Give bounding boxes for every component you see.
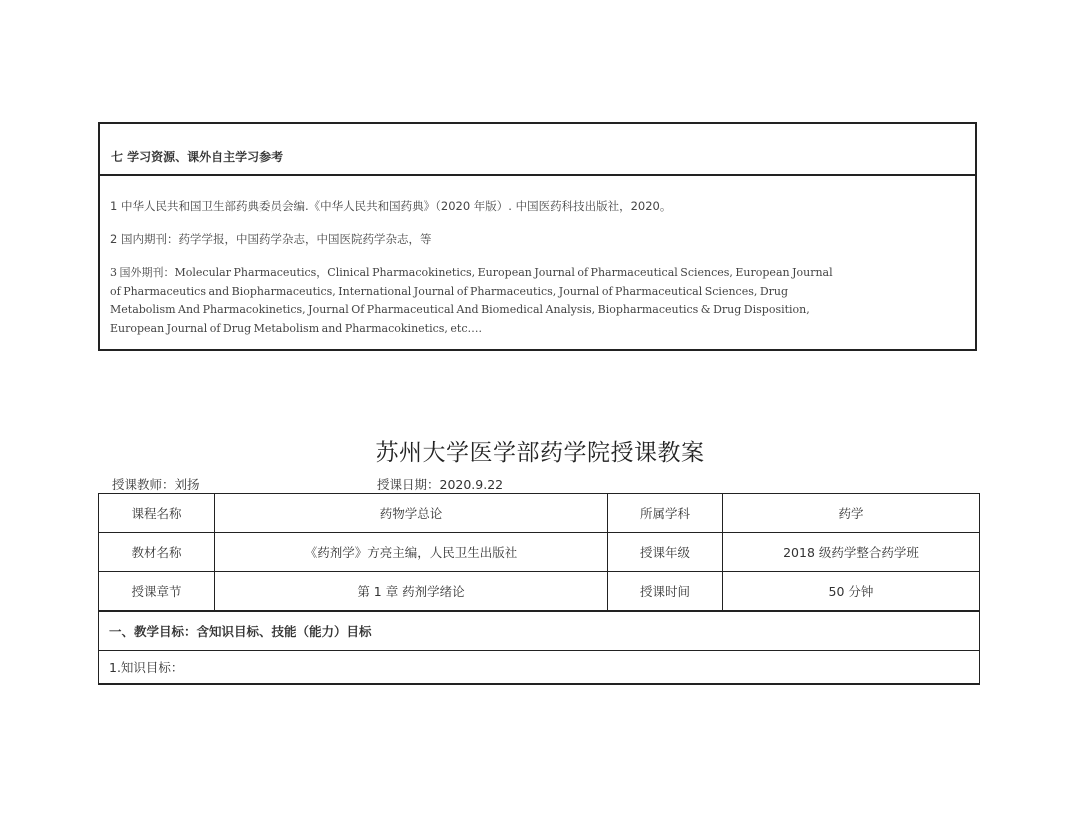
teacher-label: 授课教师：刘扬 xyxy=(112,477,200,492)
table-row xyxy=(99,651,980,685)
resource-item-3-line: 3 国外期刊：Molecular Pharmaceutics，Clinical Pharmacokinetics, European Journal of Pharmaceutical Sciences, European Journal xyxy=(110,266,833,279)
knowledge-goal-label: 1.知识目标： xyxy=(99,651,980,685)
table-row xyxy=(99,533,980,572)
cell-label: 授课章节 xyxy=(99,572,215,612)
resource-item-3-line: of Pharmaceutics and Biopharmaceutics, International Journal of Pharmaceutics, Journal of Pharmaceutical Sciences, Drug xyxy=(110,284,789,298)
cell-value: 2018 级药学整合药学班 xyxy=(723,533,980,572)
cell-value: 药物学总论 xyxy=(215,494,608,533)
cell-value: 50 分钟 xyxy=(723,572,980,612)
cell-label: 所属学科 xyxy=(608,494,723,533)
cell-label: 课程名称 xyxy=(99,494,215,533)
cell-label: 教材名称 xyxy=(99,533,215,572)
date-label: 授课日期：2020.9.22 xyxy=(377,477,504,492)
cell-value: 《药剂学》方亮主编，人民卫生出版社 xyxy=(215,533,608,572)
resource-item-3-line: Metabolism And Pharmacokinetics, Journal Of Pharmaceutical And Biomedical Analysis, Biopharmaceutics & Drug Disposition, xyxy=(110,303,810,316)
resource-item-1: 1 中华人民共和国卫生部药典委员会编.《中华人民共和国药典》（2020 年版）. 中国医药科技出版社，2020。 xyxy=(110,199,672,213)
cell-value: 药学 xyxy=(723,494,980,533)
table-row xyxy=(99,611,980,651)
cell-label: 授课时间 xyxy=(608,572,723,612)
resource-item-3 xyxy=(110,264,965,338)
section-heading: 一、教学目标：含知识目标、技能（能力）目标 xyxy=(99,611,980,651)
cell-value: 第 1 章 药剂学绪论 xyxy=(215,572,608,612)
table-row xyxy=(99,572,980,612)
learning-resources-box xyxy=(98,122,977,351)
cell-label: 授课年级 xyxy=(608,533,723,572)
resources-heading: 七 学习资源、课外自主学习参考 xyxy=(100,124,975,176)
lesson-info-table xyxy=(98,493,980,685)
resource-item-3-line: European Journal of Drug Metabolism and Pharmacokinetics, etc…. xyxy=(110,321,482,335)
table-row xyxy=(99,494,980,533)
page-title: 苏州大学医学部药学院授课教案 xyxy=(375,440,705,466)
resources-body xyxy=(100,176,975,338)
resource-item-2: 2 国内期刊：药学学报，中国药学杂志，中国医院药学杂志，等 xyxy=(110,232,432,246)
